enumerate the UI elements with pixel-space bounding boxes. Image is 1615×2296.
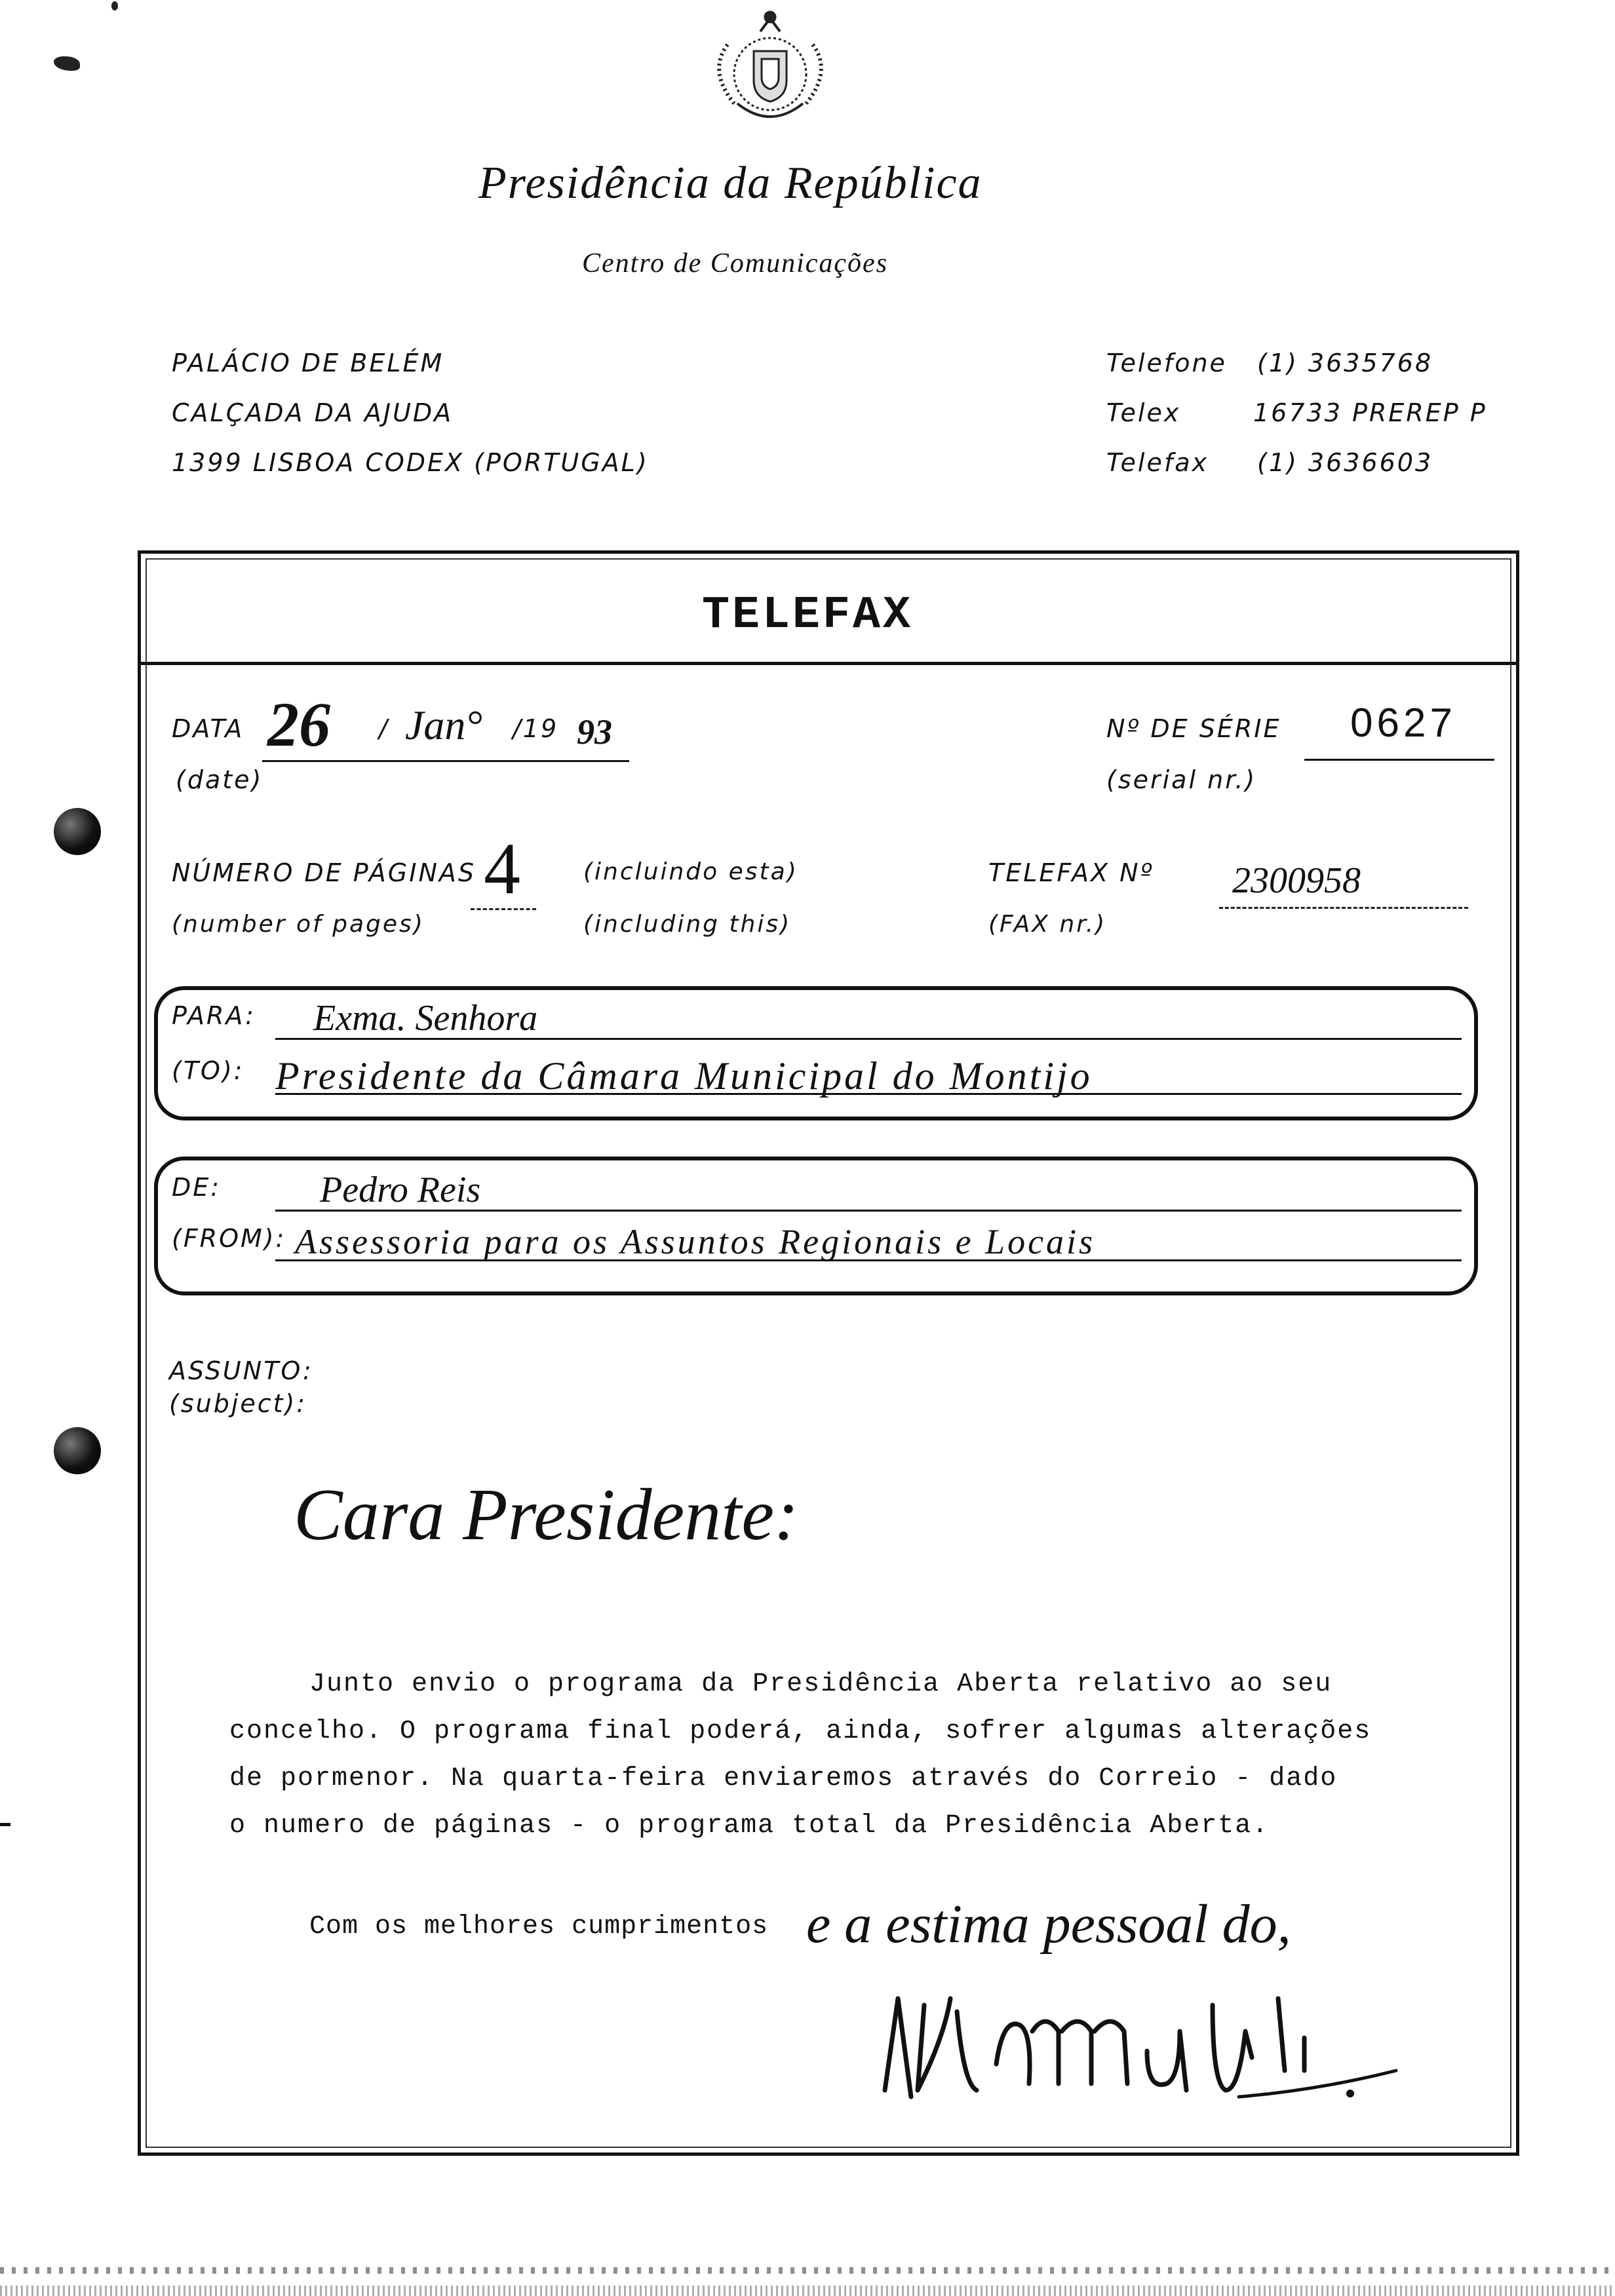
pages-note: (incluindo esta) bbox=[583, 858, 798, 885]
punch-hole-top bbox=[54, 808, 101, 855]
contact-value-fax: (1) 3636603 bbox=[1257, 448, 1433, 477]
coat-of-arms-emblem bbox=[688, 5, 852, 136]
telefax-label-en: (FAX nr.) bbox=[988, 911, 1107, 938]
serial-value[interactable]: 0627 bbox=[1350, 700, 1456, 746]
date-month[interactable]: Jan° bbox=[405, 702, 482, 748]
form-title: TELEFAX bbox=[701, 590, 914, 641]
from-label: DE: bbox=[172, 1173, 222, 1202]
from-underline-1 bbox=[275, 1210, 1462, 1212]
body-line-4: o numero de páginas - o programa total da Presidência Aberta. bbox=[229, 1811, 1270, 1841]
address-line-2: CALÇADA DA AJUDA bbox=[172, 398, 454, 427]
scan-noise-bottom bbox=[0, 2286, 1615, 2296]
department-name: Centro de Comunicações bbox=[582, 248, 889, 278]
telefax-underline bbox=[1219, 907, 1468, 909]
to-underline-1 bbox=[275, 1038, 1462, 1040]
serial-underline bbox=[1304, 759, 1494, 761]
signature-graphic bbox=[872, 1959, 1409, 2116]
salutation: Cara Presidente: bbox=[294, 1474, 799, 1556]
to-label: PARA: bbox=[172, 1001, 256, 1030]
from-underline-2 bbox=[275, 1259, 1462, 1261]
to-underline-2 bbox=[275, 1093, 1462, 1095]
pages-value[interactable]: 4 bbox=[484, 828, 520, 909]
body-line-3: de pormenor. Na quarta-feira enviaremos através do Correio - dado bbox=[229, 1764, 1338, 1793]
from-line-1[interactable]: Pedro Reis bbox=[320, 1170, 481, 1210]
body-line-1: Junto envio o programa da Presidência Aberta relativo ao seu bbox=[309, 1670, 1333, 1699]
date-day[interactable]: 26 bbox=[267, 689, 330, 759]
telefax-value[interactable]: 2300958 bbox=[1232, 860, 1361, 901]
date-separator: / bbox=[379, 714, 389, 743]
date-year[interactable]: 93 bbox=[577, 712, 612, 752]
serial-label-en: (serial nr.) bbox=[1106, 765, 1257, 794]
pages-label-en: (number of pages) bbox=[172, 911, 425, 938]
body-line-2: concelho. O programa final poderá, ainda, sofrer algumas alterações bbox=[229, 1717, 1372, 1746]
date-label: DATA bbox=[172, 714, 244, 743]
from-line-2[interactable]: Assessoria para os Assuntos Regionais e Locais bbox=[295, 1222, 1096, 1261]
from-label-en: (FROM): bbox=[172, 1224, 286, 1253]
punch-hole-bottom bbox=[54, 1427, 101, 1474]
contact-label-phone: Telefone bbox=[1106, 349, 1227, 377]
address-line-3: 1399 LISBOA CODEX (PORTUGAL) bbox=[172, 448, 649, 477]
serial-label: Nº DE SÉRIE bbox=[1106, 714, 1281, 743]
date-underline bbox=[262, 760, 629, 762]
pages-note-en: (including this) bbox=[583, 911, 792, 938]
date-label-en: (date) bbox=[176, 765, 263, 794]
telefax-label: TELEFAX Nº bbox=[988, 858, 1154, 887]
closing-text: Com os melhores cumprimentos bbox=[309, 1912, 769, 1942]
scan-noise bbox=[0, 2267, 1615, 2274]
to-line-2[interactable]: Presidente da Câmara Municipal do Montijo bbox=[275, 1054, 1093, 1098]
contact-label-telex: Telex bbox=[1106, 398, 1181, 427]
contact-value-phone: (1) 3635768 bbox=[1257, 349, 1433, 377]
closing-handwritten: e a estima pessoal do, bbox=[806, 1894, 1291, 1955]
subject-label-en: (subject): bbox=[169, 1389, 307, 1418]
contact-value-telex: 16733 PREREP P bbox=[1253, 398, 1487, 427]
address-line-1: PALÁCIO DE BELÉM bbox=[172, 349, 444, 377]
scan-mark bbox=[54, 56, 80, 71]
subject-label: ASSUNTO: bbox=[169, 1356, 313, 1385]
scan-speck bbox=[111, 1, 118, 10]
title-divider bbox=[138, 662, 1519, 665]
scan-mark bbox=[0, 1823, 10, 1826]
date-year-prefix: /19 bbox=[513, 714, 559, 743]
pages-label: NÚMERO DE PÁGINAS bbox=[172, 858, 476, 887]
contact-label-fax: Telefax bbox=[1106, 448, 1209, 477]
org-letterhead: Presidência da República bbox=[478, 158, 983, 208]
pages-underline bbox=[471, 908, 536, 910]
to-line-1[interactable]: Exma. Senhora bbox=[313, 998, 538, 1039]
to-label-en: (TO): bbox=[172, 1056, 244, 1085]
